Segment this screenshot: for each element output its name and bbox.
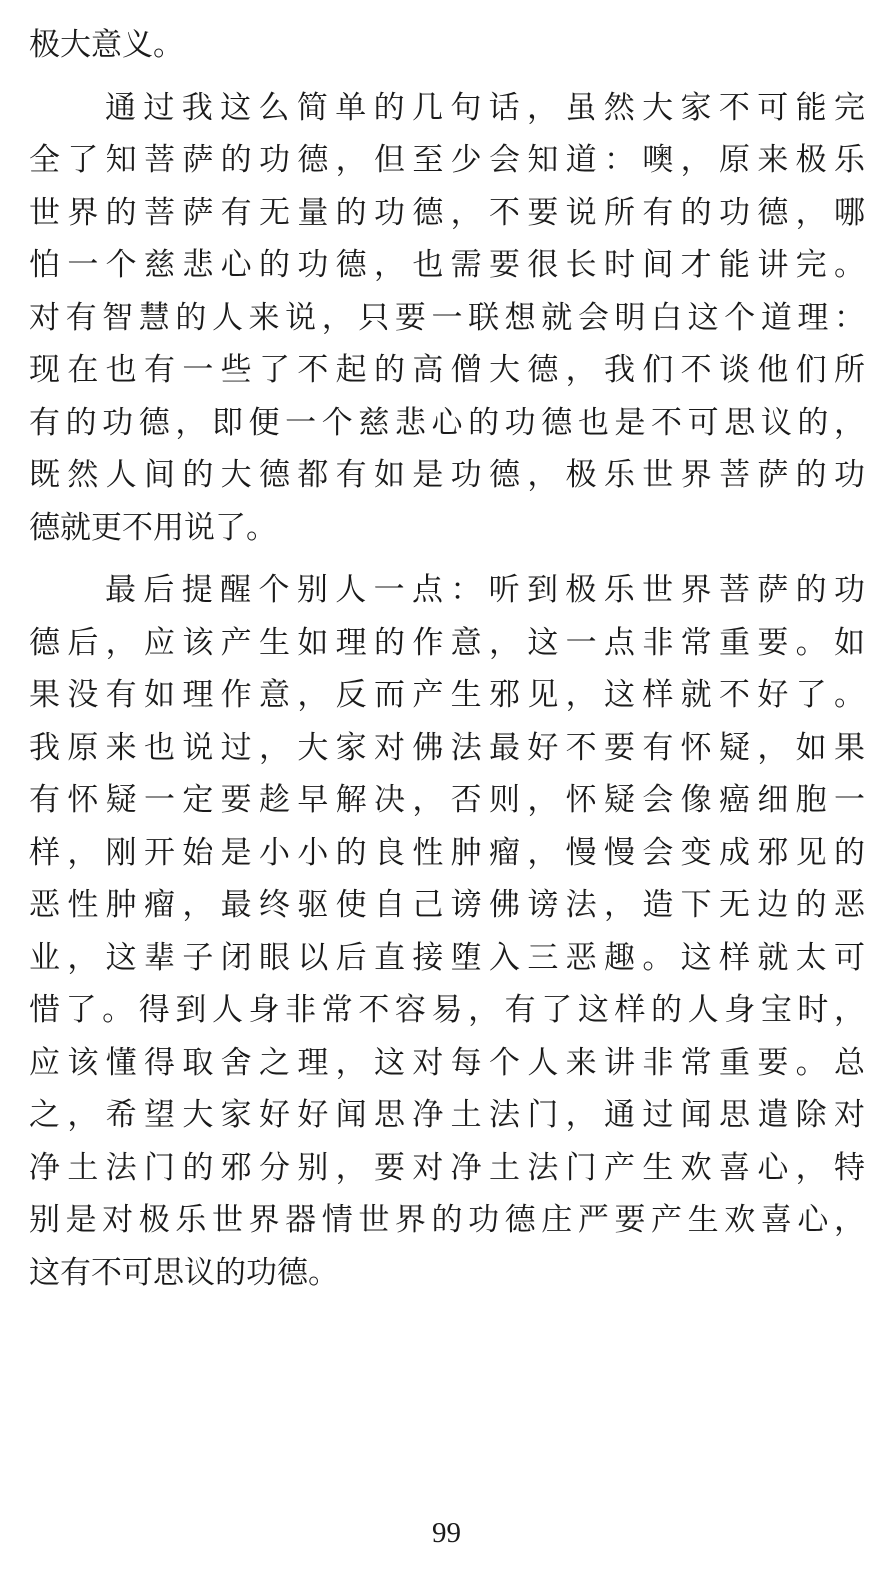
text-line: 怕一个慈悲心的功德，也需要很长时间才能讲完。 (29, 247, 865, 283)
text-line: 有的功德，即便一个慈悲心的功德也是不可思议的， (29, 404, 865, 441)
text-line: 极大意义。 (29, 27, 184, 63)
text-line: 现在也有一些了不起的高僧大德，我们不谈他们所 (29, 352, 865, 388)
text-line: 果没有如理作意，反而产生邪见，这样就不好了。 (29, 677, 865, 713)
paragraph-2 (29, 82, 865, 555)
text-line: 对有智慧的人来说，只要一联想就会明白这个道理： (29, 299, 865, 336)
text-line: 世界的菩萨有无量的功德，不要说所有的功德，哪 (29, 194, 865, 231)
paragraph-gap (29, 72, 865, 82)
text-line: 有怀疑一定要趁早解决，否则，怀疑会像癌细胞一 (29, 782, 865, 818)
page-body (29, 19, 865, 1299)
page-number: 99 (432, 1517, 461, 1549)
text-line: 样，刚开始是小小的良性肿瘤，慢慢会变成邪见的 (29, 834, 865, 871)
text-line: 全了知菩萨的功德，但至少会知道：噢，原来极乐 (29, 142, 865, 178)
text-line: 惜了。得到人身非常不容易，有了这样的人身宝时， (29, 992, 865, 1028)
text-line: 我原来也说过，大家对佛法最好不要有怀疑，如果 (29, 729, 865, 766)
paragraph-1 (29, 19, 865, 72)
text-line: 德后，应该产生如理的作意，这一点非常重要。如 (29, 624, 865, 661)
text-line: 通过我这么简单的几句话，虽然大家不可能完 (105, 89, 865, 126)
text-line: 净土法门的邪分别，要对净土法门产生欢喜心，特 (29, 1149, 865, 1186)
text-line: 业，这辈子闭眼以后直接堕入三恶趣。这样就太可 (29, 939, 865, 976)
paragraph-gap (29, 554, 865, 564)
text-line: 应该懂得取舍之理，这对每个人来讲非常重要。总 (29, 1044, 865, 1081)
text-line: 这有不可思议的功德。 (29, 1254, 339, 1291)
text-line: 恶性肿瘤，最终驱使自己谤佛谤法，造下无边的恶 (29, 887, 865, 923)
text-line: 最后提醒个别人一点：听到极乐世界菩萨的功 (105, 572, 865, 608)
paragraph-3 (29, 564, 865, 1299)
text-line: 别是对极乐世界器情世界的功德庄严要产生欢喜心， (29, 1202, 865, 1238)
text-line: 既然人间的大德都有如是功德，极乐世界菩萨的功 (29, 457, 865, 493)
text-line: 之，希望大家好好闻思净土法门，通过闻思遣除对 (29, 1097, 865, 1133)
text-line: 德就更不用说了。 (29, 509, 277, 546)
